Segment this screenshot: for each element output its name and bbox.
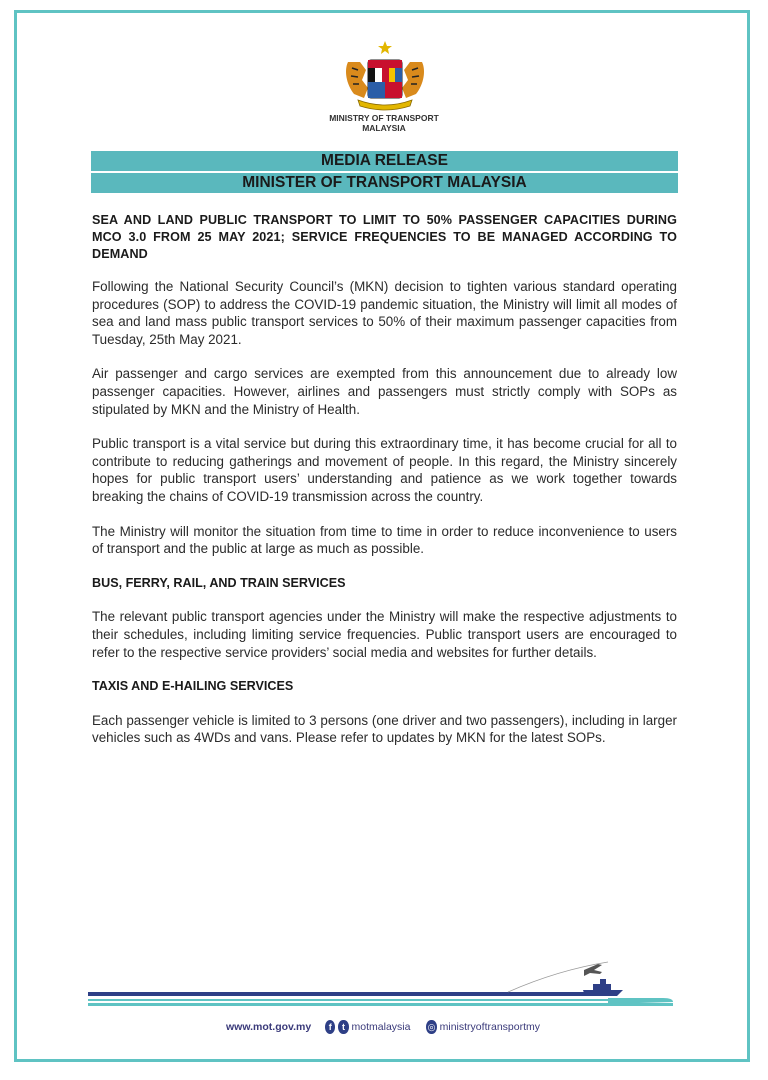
website-link[interactable]: www.mot.gov.my	[226, 1021, 312, 1033]
section-title-bus-ferry-rail: BUS, FERRY, RAIL, AND TRAIN SERVICES	[92, 575, 346, 590]
instagram-icon[interactable]: ◎	[427, 1022, 436, 1032]
section-body-taxis: Each passenger vehicle is limited to 3 persons (one driver and two passengers), including in larger vehicles such as 4WDs and vans. Please refer to updates by MKN for the latest SOPs.	[92, 712, 677, 746]
ministry-name-line2: MALAYSIA	[362, 123, 406, 133]
section-title-taxis: TAXIS AND E-HAILING SERVICES	[92, 679, 294, 694]
release-headline: SEA AND LAND PUBLIC TRANSPORT TO LIMIT TO 50% PASSENGER CAPACITIES DURING MCO 3.0 FROM 25 MAY 2021; SERVICE FREQUENCIES TO BE MANAGED ACCORDING TO DEMAND	[92, 213, 677, 261]
facebook-icon[interactable]: f	[325, 1020, 335, 1034]
ministry-name	[284, 113, 484, 133]
paragraph: The Ministry will monitor the situation from time to time in order to reduce inconvenience to users of transport and the public at large as much as possible.	[92, 523, 677, 557]
section-body-bus-ferry-rail: The relevant public transport agencies under the Ministry will make the respective adjustments to their schedules, including limiting service frequencies. Public transport users are encouraged to refer to the respective service providers’ social media and websites for further details.	[92, 609, 677, 660]
media-release-banner: MEDIA RELEASE	[91, 151, 678, 171]
transport-footer-graphic	[88, 960, 678, 1020]
ministry-name-line1: MINISTRY OF TRANSPORT	[329, 113, 439, 123]
release-body	[92, 212, 677, 764]
instagram-handle[interactable]: ministryoftransportmy	[439, 1021, 540, 1033]
paragraph: Following the National Security Council’s (MKN) decision to tighten various standard operating procedures (SOP) to address the COVID-19 pandemic situation, the Ministry will limit all modes of sea and land mass public transport services to 50% of their maximum passenger capacities from Tuesday, 25th May 2021.	[92, 279, 677, 347]
paragraph: Air passenger and cargo services are exempted from this announcement due to already low passenger capacities. However, airlines and passengers must strictly comply with SOPs as stipulated by MKN and the Ministry of Health.	[92, 366, 677, 417]
footer-contact-bar	[226, 1016, 556, 1038]
twitter-icon[interactable]: t	[338, 1020, 348, 1034]
malaysia-coat-of-arms-icon	[340, 40, 430, 112]
paragraph: Public transport is a vital service but during this extraordinary time, it has become crucial for all to contribute to reducing gatherings and movement of people. In this regard, the Ministry sincerely hopes for public transport users’ understanding and patience as we work together towards breaking the chains of COVID-19 transmission across the country.	[92, 436, 677, 504]
minister-banner: MINISTER OF TRANSPORT MALAYSIA	[91, 173, 678, 193]
social-handle[interactable]: motmalaysia	[351, 1021, 411, 1033]
